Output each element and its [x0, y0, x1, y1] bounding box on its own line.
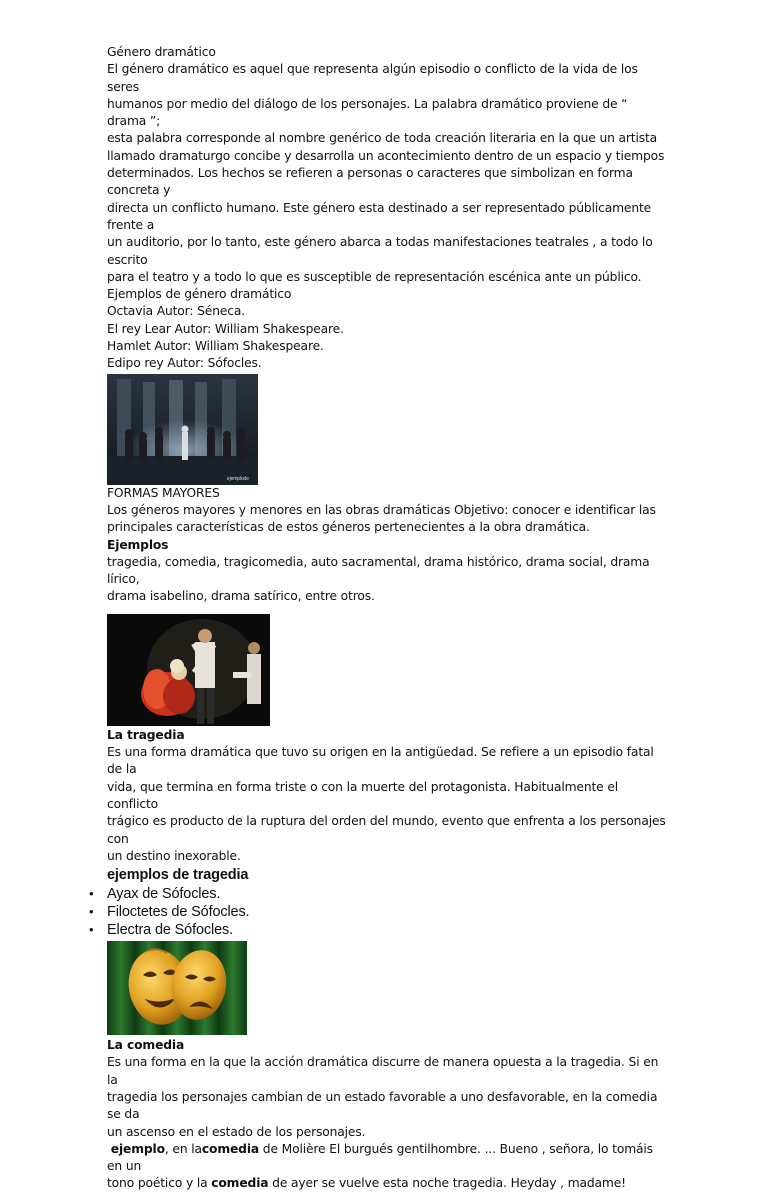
formas-line: principales características de estos géneros pertenecientes a la obra dramática.: [107, 520, 590, 535]
comedia-example-line-2: [107, 1175, 667, 1192]
tragedia-example: Ayax de Sófocles.: [107, 886, 221, 903]
comedia-paragraph: [107, 1054, 667, 1192]
formas-mayores-heading: FORMAS MAYORES: [107, 485, 220, 500]
heading-genero-dramatico: Género dramático: [107, 45, 216, 59]
tragedia-line: trágico es producto de la ruptura del orden del mundo, evento que enfrenta a los personajes con: [107, 814, 666, 846]
tragedia-line: un destino inexorable.: [107, 848, 241, 863]
stage-photo: [107, 374, 258, 485]
comedia-line: un ascenso en el estado de los personajes.: [107, 1124, 366, 1139]
comedia-line: tragedia los personajes cambian de un estado favorable a uno desfavorable, en la comedia se da: [107, 1089, 658, 1122]
intro-line: esta palabra corresponde al nombre genérico de toda creación literaria en la que un artista: [107, 131, 658, 146]
document-content: [89, 44, 667, 1193]
intro-line: El género dramático es aquel que representa algún episodio o conflicto de la vida de los seres: [107, 62, 638, 94]
comedia-heading: La comedia: [107, 1038, 185, 1053]
intro-line: directa un conflicto humano. Este género esta destinado a ser representado públicamente frente a: [107, 200, 652, 232]
tragedia-examples-list: [89, 885, 667, 939]
bullet-icon: •: [89, 886, 94, 902]
example-item: El rey Lear Autor: William Shakespeare.: [107, 321, 344, 336]
intro-line: determinados. Los hechos se refieren a personas o caracteres que simbolizan en forma concreta y: [107, 166, 633, 198]
list-item: [89, 921, 667, 939]
ejemplo-word: ejemplo: [110, 1141, 165, 1156]
examples-list: [107, 303, 667, 372]
tragedia-paragraph: [107, 744, 667, 865]
formas-paragraph: [107, 502, 667, 537]
stage-photo-watermark: ejemplode: [227, 475, 249, 482]
ejemplos-line: tragedia, comedia, tragicomedia, auto sacramental, drama histórico, drama social, drama lírico,: [107, 554, 650, 587]
comedia-example-text: tono poético y la: [107, 1176, 212, 1191]
comedia-example-line-1: [107, 1141, 667, 1176]
comedia-word: comedia: [211, 1176, 269, 1191]
intro-line: para el teatro y a todo lo que es susceptible de representación escénica ante un público.: [107, 269, 642, 284]
theater-masks-image: [107, 941, 247, 1035]
comedia-example-text: de Molière El burgués gentilhombre. ... Bueno , señora, lo tomáis en un: [107, 1141, 653, 1174]
comedia-example-text: , en la: [164, 1141, 202, 1156]
examples-heading: Ejemplos de género dramático: [107, 287, 292, 302]
comedia-line: Es una forma en la que la acción dramática discurre de manera opuesta a la tragedia. Si en la: [107, 1055, 659, 1087]
tragedia-heading: La tragedia: [107, 727, 185, 742]
example-item: Edipo rey Autor: Sófocles.: [107, 356, 262, 371]
ejemplos-line: drama isabelino, drama satírico, entre otros.: [107, 589, 375, 604]
bullet-icon: •: [89, 904, 94, 920]
tragedia-line: vida, que termina en forma triste o con la muerte del protagonista. Habitualmente el conflicto: [107, 779, 619, 811]
actors-photo: [107, 614, 270, 726]
intro-line: humanos por medio del diálogo de los personajes. La palabra dramático proviene de “ drama ”;: [107, 96, 628, 129]
formas-line: Los géneros mayores y menores en las obras dramáticas Objetivo: conocer e identificar las: [107, 502, 656, 517]
tragedia-line: Es una forma dramática que tuvo su origen en la antigüedad. Se refiere a un episodio fatal de la: [107, 745, 654, 777]
example-item: Hamlet Autor: William Shakespeare.: [107, 339, 324, 354]
example-item: Octavia Autor: Séneca.: [107, 304, 246, 319]
ejemplos-label: Ejemplos: [107, 537, 169, 552]
comedia-example-text: de ayer se vuelve esta noche tragedia. Heyday , madame!: [268, 1176, 626, 1191]
tragedia-examples-heading: ejemplos de tragedia: [107, 867, 249, 884]
intro-line: llamado dramaturgo concibe y desarrolla un acontecimiento dentro de un espacio y tiempos: [107, 148, 665, 163]
bullet-icon: •: [89, 922, 94, 938]
comedia-word: comedia: [201, 1141, 260, 1156]
ejemplos-paragraph: [107, 554, 667, 606]
tragedia-example: Filoctetes de Sófocles.: [107, 904, 250, 921]
intro-paragraph: [107, 61, 667, 286]
tragedia-example: Electra de Sófocles.: [107, 922, 233, 939]
list-item: [89, 903, 667, 921]
intro-line: un auditorio, por lo tanto, este género abarca a todas manifestaciones teatrales , a todo lo escrito: [107, 235, 653, 267]
list-item: [89, 885, 667, 903]
